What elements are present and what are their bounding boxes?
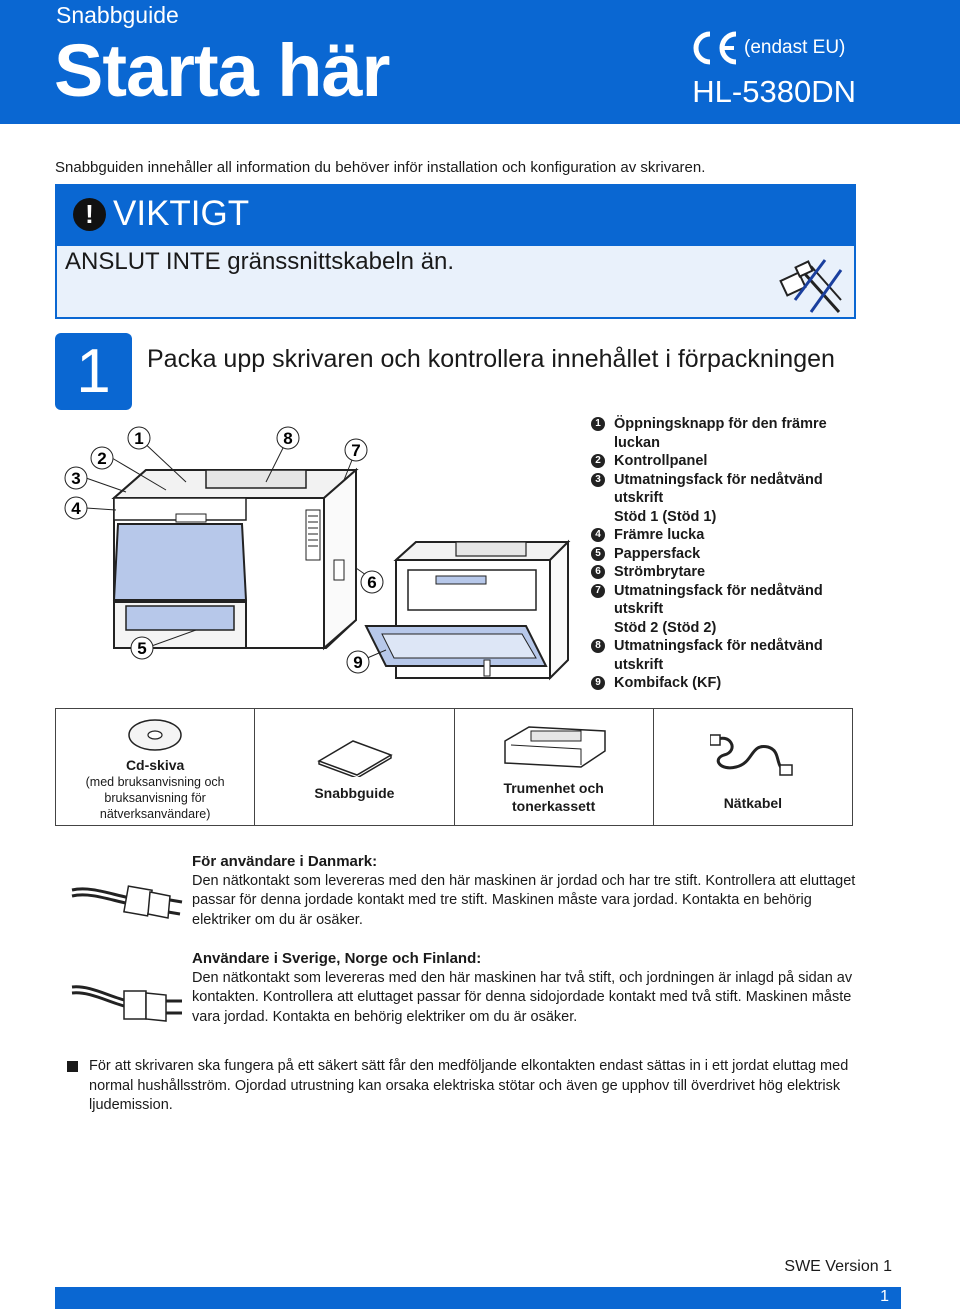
cd-sublabel: (med bruksanvisning och bruksanvisning för nätverksanvändare) [85, 775, 225, 821]
contents-cell-cd [56, 709, 255, 825]
cd-label: Cd-skiva [125, 757, 185, 773]
danish-plug-icon [70, 872, 185, 927]
legend-item [590, 674, 870, 693]
header-banner [0, 0, 960, 124]
legend-number: 2 [591, 454, 605, 468]
callout-2 [91, 447, 113, 469]
legend-label: Kontrollpanel [614, 453, 708, 469]
legend-number: 1 [591, 417, 605, 431]
printer-illustration [56, 420, 586, 700]
contents-cell-guide [255, 709, 454, 825]
denmark-note [192, 852, 862, 930]
svg-text:5: 5 [137, 639, 147, 658]
legend-label: Pappersfack [614, 545, 701, 562]
printer-front-view [114, 470, 356, 648]
step-title: Packa upp skrivaren och kontrollera innehållet i förpackningen [147, 345, 835, 373]
svg-text:7: 7 [351, 441, 361, 460]
legend-item [590, 545, 870, 564]
legend-label: Öppningsknapp för den främre luckan [614, 416, 827, 451]
legend-label: Utmatningsfack för nedåtvänd utskrift [614, 638, 823, 673]
legend-item [590, 471, 870, 527]
legend-item [590, 452, 870, 471]
legend-number: 7 [591, 584, 605, 598]
nordic-note-title: Användare i Sverige, Norge och Finland: [192, 950, 482, 967]
contents-cell-cable [654, 709, 852, 825]
page-title: Starta här [54, 29, 390, 112]
legend-label: Främre lucka [614, 527, 705, 543]
svg-text:1: 1 [134, 429, 144, 448]
ce-mark-icon [688, 30, 740, 66]
document-kicker: Snabbguide [56, 2, 179, 28]
legend-label: Strömbrytare [614, 564, 706, 580]
legend-label: Utmatningsfack för nedåtvänd utskrift Stöd 2 (Stöd 2) [614, 582, 823, 636]
no-interface-cable-icon [775, 256, 845, 316]
cd-icon [127, 717, 183, 753]
legend-number: 6 [591, 565, 605, 579]
legend-item [590, 582, 870, 638]
warning-icon: ! [73, 198, 106, 231]
svg-text:9: 9 [353, 653, 363, 672]
cable-label: Nätkabel [723, 795, 783, 811]
schuko-plug-icon [70, 977, 185, 1032]
callout-4 [65, 497, 87, 519]
parts-legend [590, 415, 870, 693]
footer-bar [55, 1287, 901, 1309]
legend-label: Kombifack (KF) [614, 675, 722, 691]
important-header [57, 186, 854, 246]
callout-5 [131, 637, 153, 659]
legend-number: 5 [591, 547, 605, 561]
svg-text:3: 3 [71, 469, 81, 488]
callout-1 [128, 427, 150, 449]
important-title: VIKTIGT [113, 194, 250, 233]
callout-3 [65, 467, 87, 489]
denmark-note-text: Den nätkontakt som levereras med den här maskinen är jordad och har tre stift. Kontrollera att eluttaget passar för denna jordade kontakt med tre stift. Maskinen måste vara jordad. Kontakta en behörig elektriker om du är osäker. [192, 872, 856, 928]
step-number-badge: 1 [55, 333, 132, 410]
drum-label: Trumenhet och tonerkassett [503, 780, 604, 814]
printer-open-view [366, 542, 568, 678]
power-cable-icon [710, 731, 796, 783]
legend-label: Utmatningsfack för nedåtvänd utskrift Stöd 1 (Stöd 1) [614, 471, 823, 525]
important-text: ANSLUT INTE gränssnittskabeln än. [65, 248, 455, 275]
legend-item [590, 563, 870, 582]
intro-text: Snabbguiden innehåller all information du behöver inför installation och konfiguration av skrivaren. [55, 159, 706, 176]
page-number: 1 [880, 1288, 889, 1305]
callout-6 [361, 571, 383, 593]
legend-number: 4 [591, 528, 605, 542]
callout-8 [277, 427, 299, 449]
denmark-note-title: För användare i Danmark: [192, 853, 378, 870]
nordic-note-text: Den nätkontakt som levereras med den här maskinen har två stift, och jordningen är inlagd på sidan av kontakten. Kontrollera att eluttaget passar för denna sidojordade kontakt med två stift. Maskinen måste vara jordad. Kontakta en behörig elektriker om du är osäker. [192, 969, 853, 1025]
legend-item [590, 526, 870, 545]
version-label: SWE Version 1 [784, 1258, 892, 1275]
legend-number: 8 [591, 639, 605, 653]
nordic-note [192, 949, 862, 1027]
svg-text:2: 2 [97, 449, 107, 468]
guide-label: Snabbguide [314, 785, 395, 801]
callout-7 [345, 439, 367, 461]
legend-number: 9 [591, 676, 605, 690]
bullet-square-icon [67, 1061, 78, 1072]
booklet-icon [313, 737, 395, 777]
model-name: HL-5380DN [692, 74, 856, 109]
svg-text:6: 6 [367, 573, 377, 592]
legend-number: 3 [591, 473, 605, 487]
ce-note: (endast EU) [744, 37, 846, 58]
package-contents-table [55, 708, 853, 826]
callout-9 [347, 651, 369, 673]
drum-unit-icon [501, 721, 609, 773]
safety-bullet-text: För att skrivaren ska fungera på ett säkert sätt får den medföljande elkontakten endast sättas in i ett jordat eluttag med normal hushållsström. Ojordad utrustning kan orsaka elektriska stötar och även ge upphov till överdrivet hög elektrisk ljudemission. [89, 1058, 849, 1113]
legend-item [590, 415, 870, 452]
important-box [55, 184, 856, 319]
contents-cell-drum [455, 709, 654, 825]
svg-text:4: 4 [71, 499, 81, 518]
legend-item [590, 637, 870, 674]
safety-bullet [67, 1057, 857, 1116]
svg-text:8: 8 [283, 429, 293, 448]
